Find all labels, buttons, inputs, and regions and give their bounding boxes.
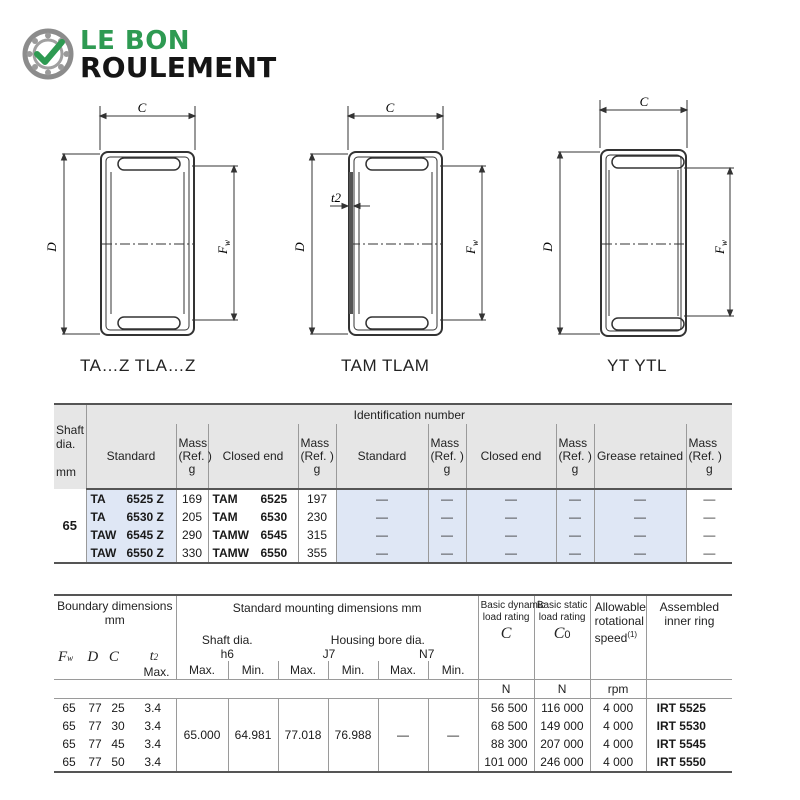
dim-t2-label: t2	[330, 190, 342, 205]
standard-mass: 205	[176, 508, 208, 526]
logo-text-line1: LE BON	[80, 26, 191, 56]
empty-cell: —	[466, 508, 556, 526]
standard-designation: TAW 6545 Z	[86, 526, 176, 544]
h6-max-value: 65.000	[176, 699, 228, 773]
closed-end-mass: 315	[298, 526, 336, 544]
empty-cell: —	[556, 489, 594, 508]
dynamic-load-value: 101 000	[478, 753, 534, 772]
h6-min-header: Min.	[228, 661, 278, 680]
closed-end-designation: TAM 6525	[208, 489, 298, 508]
fw-value: 65	[62, 737, 76, 751]
empty-cell: —	[428, 508, 466, 526]
j7-max-header: Max.	[278, 661, 328, 680]
shaft-dia-header: Shaft dia. h6	[176, 627, 278, 661]
mass-header: Mass (Ref. ) g	[428, 424, 466, 488]
n7-min-header: Min.	[428, 661, 478, 680]
standard-designation: TAW 6550 Z	[86, 544, 176, 563]
dynamic-load-value: 56 500	[478, 699, 534, 718]
empty-cell: —	[686, 489, 732, 508]
empty-cell: —	[336, 526, 428, 544]
c-value: 30	[111, 719, 125, 733]
fw-value: 65	[62, 755, 76, 769]
empty-cell: —	[556, 508, 594, 526]
inner-ring-value: IRT 5530	[646, 717, 732, 735]
logo-text-line2: ROULEMENT	[80, 51, 277, 84]
empty-cell: —	[466, 526, 556, 544]
closed-end-mass: 355	[298, 544, 336, 563]
closed-end-header-2: Closed end	[466, 424, 556, 488]
j7-min-header: Min.	[328, 661, 378, 680]
h6-min-value: 64.981	[228, 699, 278, 773]
closed-end-mass: 230	[298, 508, 336, 526]
static-load-value: 207 000	[534, 735, 590, 753]
drawing-caption-yt: YT YTL	[607, 356, 668, 375]
n7-min-value: —	[428, 699, 478, 773]
table-row	[54, 489, 732, 508]
drawing-caption-ta: TA…Z TLA…Z	[80, 356, 196, 375]
t2-max-label: Max.	[143, 665, 170, 679]
dim-fw-label: $F_w$	[215, 240, 232, 254]
standard-mass: 169	[176, 489, 208, 508]
empty-cell: —	[686, 526, 732, 544]
dynamic-load-value: 68 500	[478, 717, 534, 735]
fw-value: 65	[62, 701, 76, 715]
empty-cell: —	[556, 526, 594, 544]
dynamic-load-value: 88 300	[478, 735, 534, 753]
j7-max-value: 77.018	[278, 699, 328, 773]
dynamic-load-header: Basic dynamic load rating C	[478, 595, 534, 680]
drawing-caption-tam: TAM TLAM	[341, 356, 430, 375]
unit-rpm: rpm	[590, 680, 646, 699]
closed-end-mass: 197	[298, 489, 336, 508]
empty-cell: —	[336, 544, 428, 563]
t2-symbol: t2	[149, 649, 159, 664]
static-load-value: 116 000	[534, 699, 590, 718]
identification-table	[54, 403, 732, 564]
inner-ring-value: IRT 5545	[646, 735, 732, 753]
dimensions-table	[54, 594, 732, 773]
empty-cell: —	[594, 508, 686, 526]
unit-n: N	[478, 680, 534, 699]
mass-header: Mass (Ref. ) g	[686, 424, 732, 488]
d-value: 77	[88, 719, 102, 733]
speed-value: 4 000	[590, 699, 646, 718]
static-load-value: 246 000	[534, 753, 590, 772]
dim-c-label: C	[137, 100, 147, 115]
empty-cell: —	[428, 489, 466, 508]
standard-mass: 330	[176, 544, 208, 563]
inner-ring-value: IRT 5550	[646, 753, 732, 772]
closed-end-designation: TAM 6530	[208, 508, 298, 526]
table-row	[54, 544, 732, 563]
empty-cell: —	[428, 544, 466, 563]
dim-fw-label: $F_w$	[463, 240, 480, 254]
dim-d-label: D	[44, 242, 59, 252]
housing-bore-header: Housing bore dia. J7 N7	[322, 633, 435, 661]
unit-n: N	[534, 680, 590, 699]
shaft-dia-header: Shaft dia. mm	[54, 404, 86, 489]
static-load-value: 149 000	[534, 717, 590, 735]
brand-logo	[22, 26, 312, 88]
t2-value: 3.4	[144, 737, 162, 751]
dim-d-label: D	[540, 242, 555, 252]
c-value: 45	[111, 737, 125, 751]
speed-header: Allowable rotational speed$^{(1)}$	[590, 595, 646, 680]
fw-symbol: Fw	[58, 649, 74, 665]
t2-value: 3.4	[144, 701, 162, 715]
table-row	[54, 699, 732, 718]
closed-end-header: Closed end	[208, 424, 298, 488]
standard-header: Standard	[86, 424, 176, 488]
mass-header: Mass (Ref. ) g	[298, 424, 336, 488]
d-symbol: D	[87, 649, 99, 665]
d-value: 77	[88, 737, 102, 751]
speed-value: 4 000	[590, 735, 646, 753]
boundary-dimensions-header: Boundary dimensions mm	[57, 599, 173, 627]
empty-cell: —	[594, 489, 686, 508]
dim-c-label: C	[639, 94, 649, 109]
grease-retained-header: Grease retained	[594, 424, 686, 488]
empty-cell: —	[336, 489, 428, 508]
speed-value: 4 000	[590, 753, 646, 772]
empty-cell: —	[466, 544, 556, 563]
standard-header-2: Standard	[336, 424, 428, 488]
d-value: 77	[88, 755, 102, 769]
empty-cell: —	[336, 508, 428, 526]
fw-value: 65	[62, 719, 76, 733]
d-value: 77	[88, 701, 102, 715]
static-load-header: Basic static load rating C0	[534, 595, 590, 680]
c-symbol: C	[108, 649, 119, 665]
table-row	[54, 526, 732, 544]
mass-header: Mass (Ref. ) g	[176, 424, 208, 488]
empty-cell: —	[428, 526, 466, 544]
standard-designation: TA 6530 Z	[86, 508, 176, 526]
n7-max-header: Max.	[378, 661, 428, 680]
dim-fw-label: $F_w$	[712, 240, 729, 254]
empty-cell: —	[556, 544, 594, 563]
drawing-tam	[292, 92, 502, 352]
empty-cell: —	[594, 526, 686, 544]
shaft-dia-value: 65	[54, 489, 86, 563]
empty-cell: —	[594, 544, 686, 563]
drawing-yt	[542, 92, 752, 352]
empty-cell: —	[686, 508, 732, 526]
t2-value: 3.4	[144, 719, 162, 733]
closed-end-designation: TAMW 6545	[208, 526, 298, 544]
drawing-ta-z	[42, 92, 252, 352]
inner-ring-header: Assembled inner ring	[646, 595, 732, 680]
identification-number-header: Identification number	[86, 404, 732, 424]
c-value: 25	[111, 701, 125, 715]
j7-min-value: 76.988	[328, 699, 378, 773]
bearing-check-icon	[22, 28, 74, 80]
c-value: 50	[111, 755, 125, 769]
n7-max-value: —	[378, 699, 428, 773]
h6-max-header: Max.	[176, 661, 228, 680]
table-row	[54, 508, 732, 526]
mass-header: Mass (Ref. ) g	[556, 424, 594, 488]
standard-mounting-header: Standard mounting dimensions mm	[176, 595, 478, 627]
speed-value: 4 000	[590, 717, 646, 735]
empty-cell: —	[466, 489, 556, 508]
boundary-symbols	[54, 627, 176, 680]
inner-ring-value: IRT 5525	[646, 699, 732, 718]
empty-cell: —	[686, 544, 732, 563]
standard-designation: TA 6525 Z	[86, 489, 176, 508]
closed-end-designation: TAMW 6550	[208, 544, 298, 563]
dim-c-label: C	[385, 100, 395, 115]
standard-mass: 290	[176, 526, 208, 544]
dim-d-label: D	[292, 242, 307, 252]
t2-value: 3.4	[144, 755, 162, 769]
